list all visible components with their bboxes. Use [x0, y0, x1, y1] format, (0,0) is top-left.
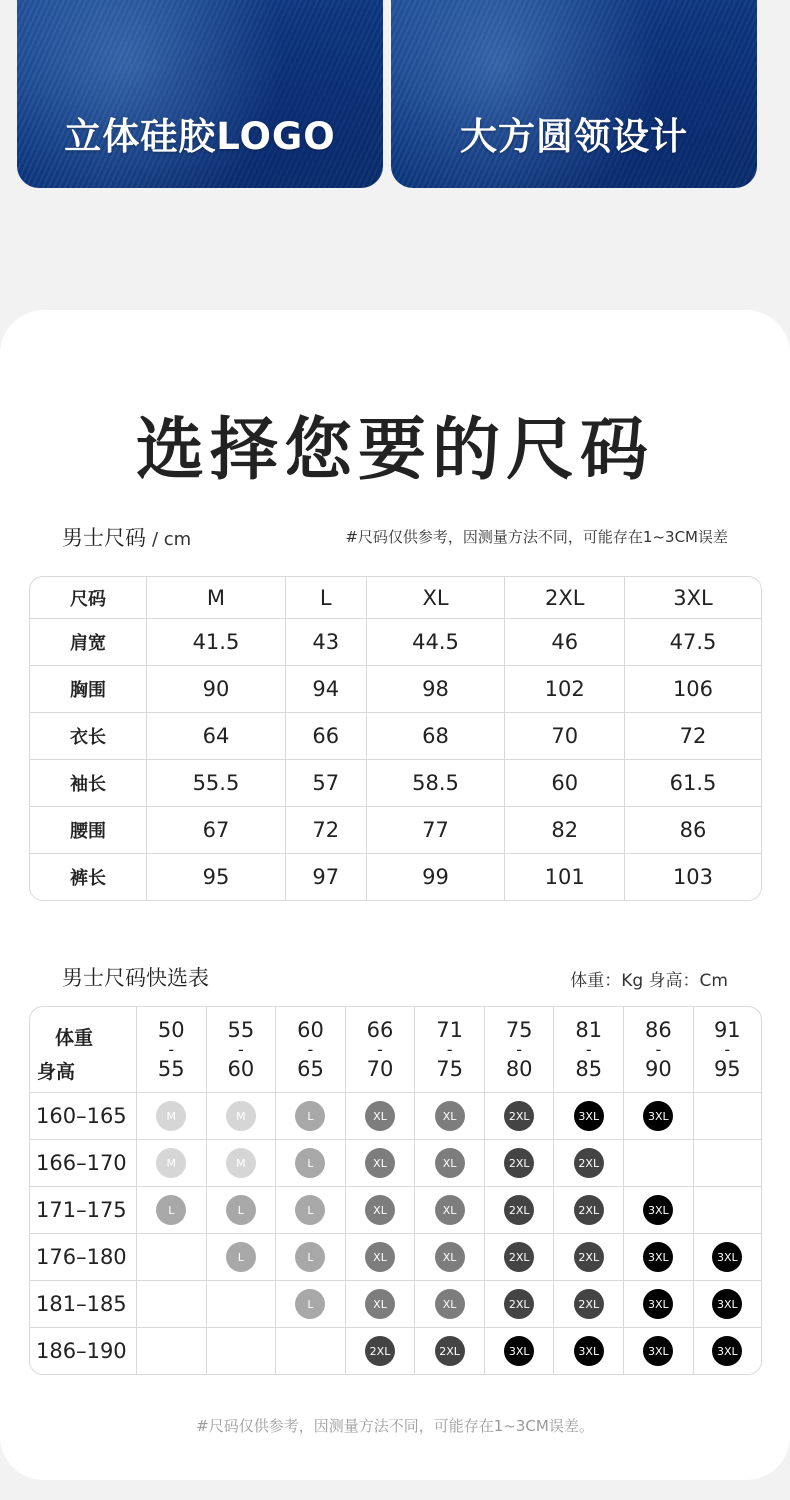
measure-label: 胸围 [30, 666, 147, 713]
weight-separator: - [446, 1039, 453, 1059]
weight-range-header [137, 1007, 207, 1093]
quick-chart-note: 体重：Kg 身高：Cm [570, 971, 728, 991]
size-badge: 2XL [504, 1148, 534, 1178]
quick-table-wrapper [29, 1006, 762, 1375]
size-badge: M [226, 1148, 256, 1178]
size-recommendation-cell [276, 1093, 346, 1140]
size-recommendation-cell [207, 1093, 277, 1140]
measure-value: 61.5 [625, 760, 761, 807]
size-recommendation-cell [485, 1281, 555, 1328]
size-badge: 3XL [712, 1242, 742, 1272]
measure-value: 99 [367, 854, 506, 900]
size-badge: XL [435, 1289, 465, 1319]
size-table-row [30, 807, 761, 854]
weight-to: 60 [227, 1056, 255, 1081]
size-recommendation-cell [137, 1093, 207, 1140]
size-badge: XL [435, 1148, 465, 1178]
size-badge: 3XL [643, 1242, 673, 1272]
height-range-label: 186–190 [30, 1328, 137, 1374]
weight-to: 65 [297, 1056, 324, 1081]
size-badge: 2XL [504, 1242, 534, 1272]
size-badge: 3XL [712, 1336, 742, 1366]
size-chart-title-text: 男士尺码 [62, 526, 146, 550]
size-header-cell: L [286, 577, 367, 619]
weight-to: 80 [505, 1056, 533, 1081]
weight-range-header [276, 1007, 346, 1093]
size-recommendation-cell [624, 1093, 694, 1140]
size-recommendation-cell [554, 1140, 624, 1187]
weight-range-header [207, 1007, 277, 1093]
size-recommendation-cell [694, 1140, 761, 1187]
measure-label: 衣长 [30, 713, 147, 760]
size-badge: L [295, 1195, 325, 1225]
size-badge: 2XL [574, 1289, 604, 1319]
quick-table-row [30, 1093, 761, 1140]
size-recommendation-cell [346, 1281, 416, 1328]
size-recommendation-cell [624, 1234, 694, 1281]
weight-range-header [485, 1007, 555, 1093]
size-badge: 2XL [504, 1195, 534, 1225]
size-badge: L [156, 1195, 186, 1225]
weight-axis-label: 体重 [55, 1027, 94, 1049]
size-recommendation-cell [485, 1328, 555, 1374]
size-badge: 3XL [574, 1336, 604, 1366]
weight-separator: - [585, 1039, 592, 1059]
size-recommendation-cell [137, 1187, 207, 1234]
size-badge: 2XL [504, 1101, 534, 1131]
height-range-label: 166–170 [30, 1140, 137, 1187]
measure-value: 90 [147, 666, 286, 713]
height-range-label: 171–175 [30, 1187, 137, 1234]
measure-value: 44.5 [367, 619, 506, 666]
weight-from: 86 [644, 1017, 672, 1042]
height-axis-label: 身高 [37, 1061, 76, 1083]
size-chart-unit: / cm [152, 529, 192, 550]
size-recommendation-cell [694, 1187, 761, 1234]
weight-range-header [346, 1007, 416, 1093]
size-table-row [30, 619, 761, 666]
measure-value: 55.5 [147, 760, 286, 807]
size-badge: L [295, 1148, 325, 1178]
size-chart-title [62, 522, 191, 552]
size-badge: L [295, 1289, 325, 1319]
size-recommendation-cell [554, 1234, 624, 1281]
measure-value: 72 [286, 807, 367, 854]
measure-value: 98 [367, 666, 506, 713]
size-badge: 2XL [574, 1148, 604, 1178]
size-badge: XL [435, 1195, 465, 1225]
quick-table-corner [30, 1007, 137, 1093]
size-recommendation-cell [346, 1093, 416, 1140]
measure-value: 94 [286, 666, 367, 713]
size-header-label: 尺码 [30, 577, 147, 619]
weight-range-header [415, 1007, 485, 1093]
size-recommendation-cell [554, 1093, 624, 1140]
size-recommendation-cell [346, 1328, 416, 1374]
size-badge: 2XL [435, 1336, 465, 1366]
measure-value: 60 [505, 760, 625, 807]
size-recommendation-cell [207, 1187, 277, 1234]
size-badge: L [295, 1101, 325, 1131]
size-badge: L [226, 1195, 256, 1225]
size-recommendation-cell [415, 1234, 485, 1281]
quick-table-row [30, 1140, 761, 1187]
measure-value: 102 [505, 666, 625, 713]
measure-value: 41.5 [147, 619, 286, 666]
weight-to: 85 [575, 1056, 603, 1081]
size-table-wrapper [29, 576, 762, 901]
measure-value: 57 [286, 760, 367, 807]
size-recommendation-cell [485, 1093, 555, 1140]
quick-size-table [30, 1007, 761, 1374]
size-badge: M [156, 1148, 186, 1178]
height-range-label: 176–180 [30, 1234, 137, 1281]
size-table-row [30, 854, 761, 900]
size-recommendation-cell [137, 1140, 207, 1187]
feature-image-logo [17, 0, 383, 188]
size-card [0, 310, 790, 1480]
feature-caption-logo: 立体硅胶LOGO [64, 115, 336, 158]
measure-value: 72 [625, 713, 761, 760]
size-recommendation-cell [276, 1281, 346, 1328]
measure-value: 97 [286, 854, 367, 900]
measure-label: 腰围 [30, 807, 147, 854]
weight-from: 91 [713, 1017, 741, 1042]
size-recommendation-cell [207, 1234, 277, 1281]
size-table-row [30, 666, 761, 713]
footer-note: #尺码仅供参考，因测量方法不同，可能存在1~3CM误差。 [196, 1417, 594, 1435]
measure-value: 58.5 [367, 760, 506, 807]
size-recommendation-cell [346, 1140, 416, 1187]
size-recommendation-cell [415, 1140, 485, 1187]
feature-caption-collar: 大方圆领设计 [460, 115, 688, 158]
weight-range-header [694, 1007, 761, 1093]
size-recommendation-cell [415, 1093, 485, 1140]
measure-value: 66 [286, 713, 367, 760]
size-recommendation-cell [276, 1140, 346, 1187]
weight-from: 60 [297, 1017, 324, 1042]
size-header-cell: 3XL [625, 577, 761, 619]
size-table-header-row [30, 577, 761, 619]
weight-from: 66 [366, 1017, 394, 1042]
weight-to: 55 [157, 1056, 185, 1081]
size-badge: 3XL [643, 1195, 673, 1225]
size-table-row [30, 713, 761, 760]
size-recommendation-cell [554, 1281, 624, 1328]
weight-separator: - [655, 1039, 662, 1059]
size-badge: M [156, 1101, 186, 1131]
weight-separator: - [724, 1039, 731, 1059]
size-badge: 2XL [365, 1336, 395, 1366]
size-recommendation-cell [624, 1281, 694, 1328]
size-recommendation-cell [694, 1281, 761, 1328]
measure-value: 67 [147, 807, 286, 854]
size-badge: XL [435, 1242, 465, 1272]
weight-separator: - [237, 1039, 244, 1059]
quick-chart-title: 男士尺码快选表 [62, 966, 209, 990]
size-recommendation-cell [415, 1328, 485, 1374]
size-recommendation-cell [346, 1187, 416, 1234]
size-recommendation-cell [485, 1140, 555, 1187]
measure-value: 77 [367, 807, 506, 854]
measure-value: 82 [505, 807, 625, 854]
size-header-cell: M [147, 577, 286, 619]
weight-from: 55 [227, 1017, 255, 1042]
measure-value: 103 [672, 865, 714, 889]
size-badge: M [226, 1101, 256, 1131]
size-badge: 2XL [574, 1242, 604, 1272]
size-recommendation-cell [276, 1234, 346, 1281]
measure-label: 裤长 [30, 854, 147, 900]
weight-to: 70 [366, 1056, 394, 1081]
size-badge: 3XL [643, 1289, 673, 1319]
size-badge: 3XL [574, 1101, 604, 1131]
measure-value: 64 [147, 713, 286, 760]
size-recommendation-cell [137, 1234, 207, 1281]
size-badge: 3XL [643, 1101, 673, 1131]
weight-to: 90 [644, 1056, 672, 1081]
size-recommendation-cell [276, 1328, 346, 1374]
size-badge: 3XL [712, 1289, 742, 1319]
size-recommendation-cell [137, 1328, 207, 1374]
height-range-label: 160–165 [30, 1093, 137, 1140]
size-recommendation-cell [554, 1328, 624, 1374]
weight-to: 75 [436, 1056, 463, 1081]
weight-separator: - [516, 1039, 523, 1059]
quick-table-header-row [30, 1007, 761, 1093]
feature-image-collar [391, 0, 757, 188]
weight-from: 75 [505, 1017, 533, 1042]
quick-table-row [30, 1281, 761, 1328]
size-badge: XL [365, 1195, 395, 1225]
measure-value: 101 [505, 854, 625, 900]
weight-to: 95 [713, 1056, 741, 1081]
size-badge: L [295, 1242, 325, 1272]
size-badge: XL [435, 1101, 465, 1131]
size-recommendation-cell [624, 1140, 694, 1187]
size-header-cell: 2XL [505, 577, 625, 619]
weight-separator: - [168, 1039, 175, 1059]
weight-separator: - [307, 1039, 314, 1059]
size-recommendation-cell [346, 1234, 416, 1281]
quick-table-row [30, 1187, 761, 1234]
quick-table-row [30, 1234, 761, 1281]
weight-from: 81 [575, 1017, 603, 1042]
size-recommendation-cell [694, 1093, 761, 1140]
size-badge: L [226, 1242, 256, 1272]
height-range-label: 181–185 [30, 1281, 137, 1328]
size-badge: XL [365, 1289, 395, 1319]
weight-range-header [554, 1007, 624, 1093]
size-badge: 3XL [643, 1336, 673, 1366]
size-recommendation-cell [137, 1281, 207, 1328]
size-recommendation-cell [207, 1140, 277, 1187]
size-badge: 3XL [504, 1336, 534, 1366]
size-recommendation-cell [554, 1187, 624, 1234]
size-header-cell: XL [367, 577, 506, 619]
size-recommendation-cell [207, 1328, 277, 1374]
measure-value: 46 [505, 619, 625, 666]
size-badge: 2XL [574, 1195, 604, 1225]
size-recommendation-cell [485, 1234, 555, 1281]
size-badge: XL [365, 1242, 395, 1272]
weight-range-header [624, 1007, 694, 1093]
size-recommendation-cell [624, 1187, 694, 1234]
measure-label: 肩宽 [30, 619, 147, 666]
size-recommendation-cell [694, 1328, 761, 1374]
size-recommendation-cell [415, 1281, 485, 1328]
size-badge: XL [365, 1148, 395, 1178]
size-recommendation-cell [276, 1187, 346, 1234]
measure-value: 95 [147, 854, 286, 900]
measure-value: 70 [505, 713, 625, 760]
weight-separator: - [377, 1039, 383, 1059]
measure-label: 袖长 [30, 760, 147, 807]
size-recommendation-cell [694, 1234, 761, 1281]
measure-value: 43 [286, 619, 367, 666]
size-table-row [30, 760, 761, 807]
size-recommendation-cell [207, 1281, 277, 1328]
size-badge: XL [365, 1101, 395, 1131]
measure-value: 68 [367, 713, 506, 760]
size-recommendation-cell [415, 1187, 485, 1234]
quick-table-row [30, 1328, 761, 1374]
size-badge: 2XL [504, 1289, 534, 1319]
size-table [30, 577, 761, 900]
page-title: 选择您要的尺码 [135, 411, 654, 490]
size-recommendation-cell [485, 1187, 555, 1234]
measure-value: 86 [625, 807, 761, 854]
measure-value: 106 [625, 666, 761, 713]
measure-value: 47.5 [625, 619, 761, 666]
weight-from: 71 [436, 1017, 463, 1042]
size-chart-note: #尺码仅供参考，因测量方法不同，可能存在1~3CM误差 [345, 528, 728, 546]
weight-from: 50 [157, 1017, 185, 1042]
size-recommendation-cell [624, 1328, 694, 1374]
